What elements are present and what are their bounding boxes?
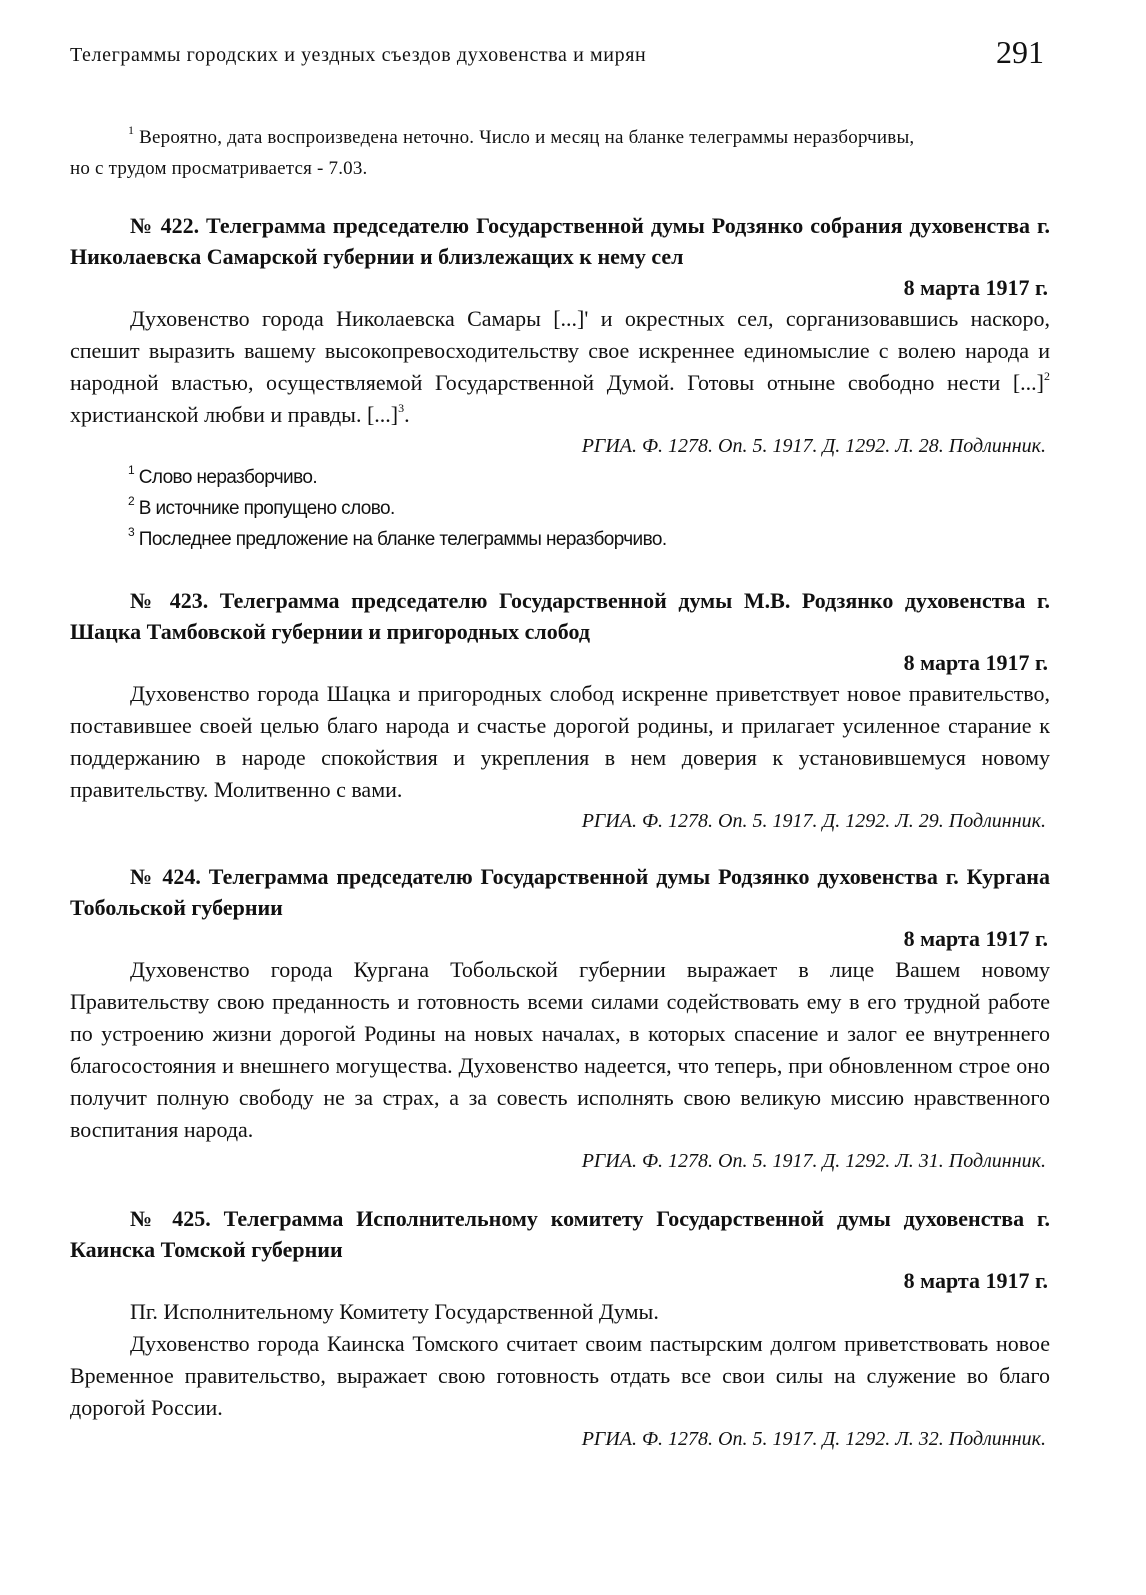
footnote-text-line1: Вероятно, дата воспроизведена неточно. Число и месяц на бланке телеграммы неразборчивы, — [139, 127, 915, 148]
document-date: 8 марта 1917 г. — [903, 275, 1048, 300]
document-body — [70, 1296, 1050, 1424]
footnote-text-line2: но с трудом просматривается - 7.03. — [70, 158, 368, 179]
document-title: № 424. Телеграмма председателю Государственной думы Родзянко духовенства г. Кургана Тобольской губернии — [70, 864, 1050, 920]
archive-source: РГИА. Ф. 1278. Оп. 5. 1917. Д. 1292. Л. 29. Подлинник. — [581, 810, 1046, 832]
document-page — [70, 34, 1050, 1455]
body-paragraph: Духовенство города Кургана Тобольской губернии выражает в лице Вашем новому Правительству свою преданность и готовность всеми силами содействовать ему в его трудной работе по устроению жизни дорогой Родины на новых началах, в которых спасение и залог ее внутреннего благосостояния и внешнего могущества. Духовенство надеется, что теперь, при обновленном строе оно получит полную свободу не за страх, а за совесть исполнять свою великую миссию нравственного воспитания народа. — [70, 957, 1050, 1142]
document-date: 8 марта 1917 г. — [903, 1268, 1048, 1293]
note-marker: 2 — [128, 493, 135, 508]
carryover-footnote — [70, 122, 1050, 184]
note-ref: 2 — [1044, 368, 1050, 383]
note-marker: 1 — [128, 462, 135, 477]
body-paragraph: Духовенство города Каинска Томского считает своим пастырским долгом приветствовать новое Временное правительство, выражает свою готовность отдать все свои силы на служение во благо дорогой России. — [70, 1331, 1050, 1420]
document-body — [70, 954, 1050, 1146]
note-item — [128, 493, 1050, 524]
document-422 — [70, 210, 1050, 555]
body-text-part: . — [404, 402, 410, 427]
body-text-part: христианской любви и правды. [...] — [70, 402, 399, 427]
note-text: В источнике пропущено слово. — [138, 498, 395, 519]
note-text: Слово неразборчиво. — [138, 467, 317, 488]
document-body — [70, 303, 1050, 431]
document-title: № 422. Телеграмма председателю Государственной думы Родзянко собрания духовенства г. Николаевска Самарской губернии и близлежащих к нему сел — [70, 213, 1050, 269]
document-424 — [70, 861, 1050, 1177]
page-number: 291 — [996, 34, 1044, 70]
body-paragraph: Духовенство города Шацка и пригородных слобод искренне приветствует новое правительство, поставившее своей целью благо народа и счастье дорогой родины, и прилагает усиленное старание к поддержанию в народе спокойствия и укрепления в нем доверия к установившемуся новому правительству. Молитвенно с вами. — [70, 681, 1050, 802]
document-425 — [70, 1203, 1050, 1455]
note-text: Последнее предложение на бланке телеграммы неразборчиво. — [138, 529, 667, 550]
document-title: № 423. Телеграмма председателю Государственной думы М.В. Родзянко духовенства г. Шацка Тамбовской губернии и пригородных слобод — [70, 588, 1050, 644]
body-text-part: Духовенство города Николаевска Самары [...]' и окрестных сел, сорганизовавшись наскоро, спешит выразить вашему высокопревосходительству свое искреннее единомыслие с волею народа и народной властью, осуществляемой Государственной Думой. Готовы отныне свободно нести [...] — [70, 306, 1050, 395]
note-item — [128, 524, 1050, 555]
archive-source: РГИА. Ф. 1278. Оп. 5. 1917. Д. 1292. Л. 32. Подлинник. — [581, 1428, 1046, 1450]
telegram-address: Пг. Исполнительному Комитету Государственной Думы. — [130, 1299, 659, 1324]
document-body — [70, 678, 1050, 806]
footnote-marker: 1 — [128, 122, 135, 137]
document-date: 8 марта 1917 г. — [903, 650, 1048, 675]
document-notes — [70, 462, 1050, 555]
document-423 — [70, 585, 1050, 837]
note-item — [128, 462, 1050, 493]
archive-source: РГИА. Ф. 1278. Оп. 5. 1917. Д. 1292. Л. 31. Подлинник. — [581, 1150, 1046, 1172]
note-marker: 3 — [128, 524, 135, 539]
note-ref: 3 — [398, 400, 405, 415]
document-title: № 425. Телеграмма Исполнительному комитету Государственной думы духовенства г. Каинска Томской губернии — [70, 1206, 1050, 1262]
running-header — [70, 34, 1050, 78]
running-title: Телеграммы городских и уездных съездов духовенства и мирян — [70, 44, 647, 66]
archive-source: РГИА. Ф. 1278. Оп. 5. 1917. Д. 1292. Л. 28. Подлинник. — [581, 435, 1046, 457]
document-date: 8 марта 1917 г. — [903, 926, 1048, 951]
